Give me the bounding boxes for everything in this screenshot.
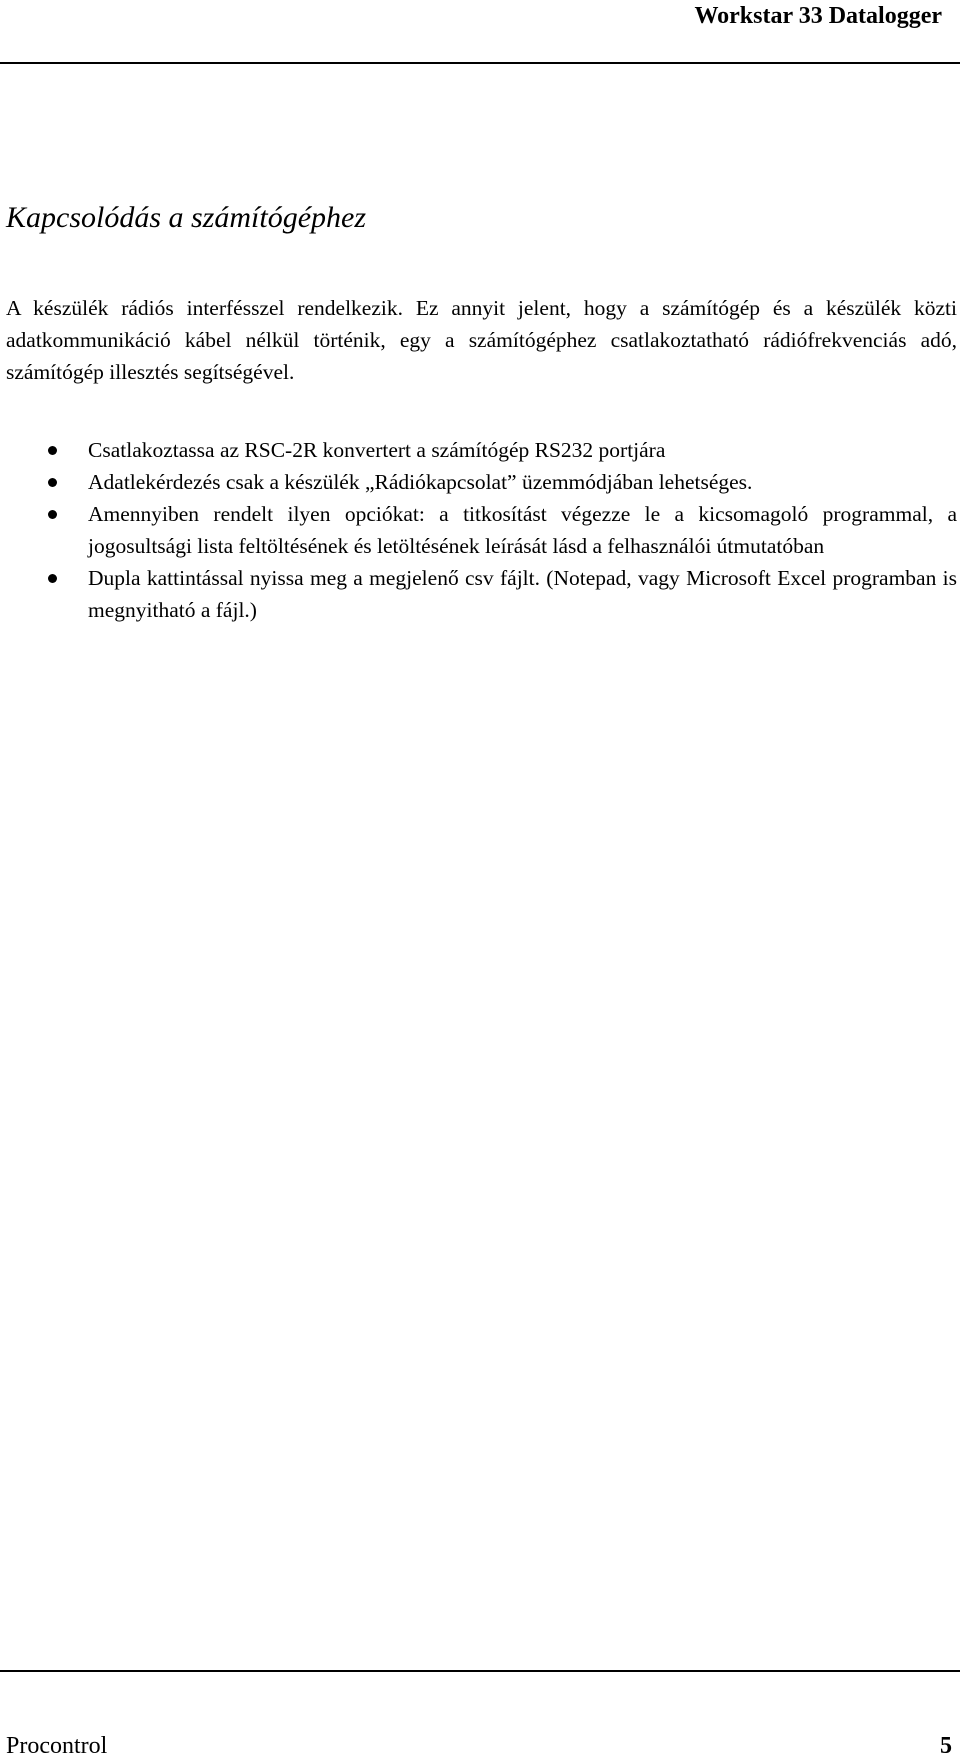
list-item: [0, 562, 957, 626]
bullet-icon: [48, 574, 57, 583]
header-title: Workstar 33 Datalogger: [694, 3, 942, 29]
page-number: 5: [940, 1733, 952, 1759]
page-footer: [0, 1670, 960, 1760]
list-item-text: Dupla kattintással nyissa meg a megjelenő csv fájlt. (Notepad, vagy Microsoft Excel programban is megnyitható a fájl.): [88, 566, 957, 622]
list-item-text: Csatlakoztassa az RSC-2R konvertert a számítógép RS232 portjára: [88, 438, 666, 462]
intro-paragraph: A készülék rádiós interfésszel rendelkezik. Ez annyit jelent, hogy a számítógép és a készülék közti adatkommunikáció kábel nélkül történik, egy a számítógéphez csatlakoztatható rádiófrekvenciás adó, számítógép illesztés segítségével.: [6, 296, 957, 384]
header-rule: [0, 62, 960, 64]
bullet-icon: [48, 446, 57, 455]
list-item: [0, 466, 957, 498]
list-item: [0, 498, 957, 562]
page-header: [0, 0, 960, 66]
list-item-text: Adatlekérdezés csak a készülék „Rádiókapcsolat” üzemmódjában lehetséges.: [88, 470, 753, 494]
section-heading: Kapcsolódás a számítógéphez: [6, 201, 366, 234]
footer-rule: [0, 1670, 960, 1672]
list-item-text: Amennyiben rendelt ilyen opciókat: a titkosítást végezze le a kicsomagoló programmal, a jogosultsági lista feltöltésének és letöltésének leírását lásd a felhasználói útmutatóban: [88, 502, 957, 558]
bullet-icon: [48, 478, 57, 487]
list-item: [0, 434, 957, 466]
bullet-list: [0, 434, 957, 626]
footer-company: Procontrol: [6, 1733, 108, 1759]
bullet-icon: [48, 510, 57, 519]
